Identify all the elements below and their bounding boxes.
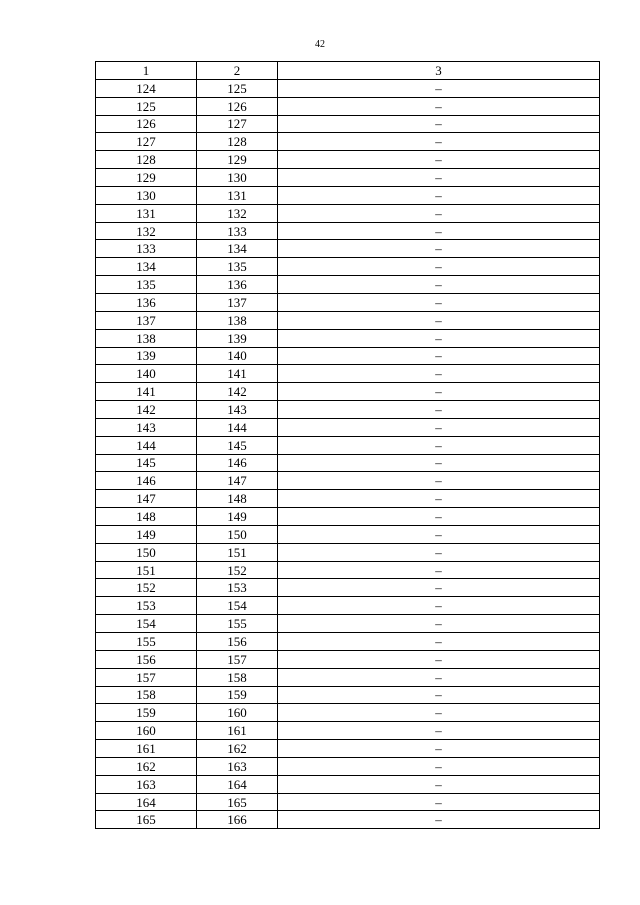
table-row xyxy=(96,561,600,579)
table-row xyxy=(96,401,600,419)
table-cell-col-1: 135 xyxy=(96,276,197,294)
table-header-row xyxy=(96,62,600,80)
table-row xyxy=(96,97,600,115)
table-cell-col-1: 134 xyxy=(96,258,197,276)
table-cell-col-2: 153 xyxy=(197,579,278,597)
table-cell-col-3: – xyxy=(278,775,600,793)
table-cell-col-2: 126 xyxy=(197,97,278,115)
table-cell-col-3: – xyxy=(278,133,600,151)
table-row xyxy=(96,365,600,383)
column-header-1: 1 xyxy=(96,62,197,80)
table-cell-col-1: 142 xyxy=(96,401,197,419)
table-cell-col-1: 163 xyxy=(96,775,197,793)
table-cell-col-3: – xyxy=(278,704,600,722)
table-cell-col-1: 151 xyxy=(96,561,197,579)
table-cell-col-1: 132 xyxy=(96,222,197,240)
table-cell-col-1: 137 xyxy=(96,311,197,329)
table-row xyxy=(96,757,600,775)
table-cell-col-3: – xyxy=(278,668,600,686)
table-cell-col-2: 151 xyxy=(197,543,278,561)
table-cell-col-1: 144 xyxy=(96,436,197,454)
table-cell-col-2: 128 xyxy=(197,133,278,151)
table-cell-col-1: 143 xyxy=(96,418,197,436)
table-cell-col-2: 132 xyxy=(197,204,278,222)
table-cell-col-2: 160 xyxy=(197,704,278,722)
table-cell-col-1: 146 xyxy=(96,472,197,490)
table-row xyxy=(96,722,600,740)
table-row xyxy=(96,525,600,543)
table-cell-col-1: 140 xyxy=(96,365,197,383)
table-cell-col-1: 164 xyxy=(96,793,197,811)
table-row xyxy=(96,472,600,490)
table-cell-col-1: 153 xyxy=(96,597,197,615)
table-cell-col-2: 125 xyxy=(197,79,278,97)
table-cell-col-3: – xyxy=(278,561,600,579)
table-cell-col-2: 159 xyxy=(197,686,278,704)
table-cell-col-2: 164 xyxy=(197,775,278,793)
table-cell-col-3: – xyxy=(278,757,600,775)
table-row xyxy=(96,704,600,722)
table-cell-col-2: 152 xyxy=(197,561,278,579)
table-cell-col-3: – xyxy=(278,151,600,169)
table-cell-col-3: – xyxy=(278,329,600,347)
table-cell-col-1: 145 xyxy=(96,454,197,472)
table-cell-col-1: 149 xyxy=(96,525,197,543)
table-row xyxy=(96,258,600,276)
table-cell-col-2: 131 xyxy=(197,186,278,204)
table-cell-col-2: 137 xyxy=(197,293,278,311)
table-cell-col-2: 144 xyxy=(197,418,278,436)
table-cell-col-3: – xyxy=(278,525,600,543)
table-cell-col-1: 139 xyxy=(96,347,197,365)
table-cell-col-2: 158 xyxy=(197,668,278,686)
table-row xyxy=(96,151,600,169)
table-cell-col-2: 162 xyxy=(197,740,278,758)
table-cell-col-2: 136 xyxy=(197,276,278,294)
table-cell-col-3: – xyxy=(278,454,600,472)
table-cell-col-3: – xyxy=(278,436,600,454)
table-cell-col-1: 156 xyxy=(96,650,197,668)
table-row xyxy=(96,276,600,294)
table-cell-col-1: 126 xyxy=(96,115,197,133)
table-cell-col-1: 124 xyxy=(96,79,197,97)
table-cell-col-3: – xyxy=(278,650,600,668)
table-cell-col-2: 130 xyxy=(197,169,278,187)
column-header-3: 3 xyxy=(278,62,600,80)
table-cell-col-2: 134 xyxy=(197,240,278,258)
table-cell-col-2: 141 xyxy=(197,365,278,383)
table-row xyxy=(96,204,600,222)
table-cell-col-2: 135 xyxy=(197,258,278,276)
table-cell-col-3: – xyxy=(278,276,600,294)
table-cell-col-2: 156 xyxy=(197,633,278,651)
table-cell-col-3: – xyxy=(278,169,600,187)
table-cell-col-3: – xyxy=(278,615,600,633)
table-cell-col-3: – xyxy=(278,722,600,740)
table-row xyxy=(96,293,600,311)
table-row xyxy=(96,329,600,347)
table-cell-col-3: – xyxy=(278,115,600,133)
table-cell-col-2: 142 xyxy=(197,383,278,401)
table-row xyxy=(96,597,600,615)
table-cell-col-3: – xyxy=(278,258,600,276)
table-row xyxy=(96,668,600,686)
table-row xyxy=(96,615,600,633)
table-cell-col-1: 152 xyxy=(96,579,197,597)
table-cell-col-2: 166 xyxy=(197,811,278,829)
table-cell-col-3: – xyxy=(278,186,600,204)
table-cell-col-1: 147 xyxy=(96,490,197,508)
table-cell-col-1: 154 xyxy=(96,615,197,633)
table-cell-col-2: 133 xyxy=(197,222,278,240)
table-cell-col-2: 147 xyxy=(197,472,278,490)
table-cell-col-2: 146 xyxy=(197,454,278,472)
table-row xyxy=(96,79,600,97)
table-cell-col-1: 159 xyxy=(96,704,197,722)
page-number: 42 xyxy=(315,39,325,50)
table-cell-col-3: – xyxy=(278,383,600,401)
table-row xyxy=(96,490,600,508)
table-cell-col-3: – xyxy=(278,633,600,651)
table-cell-col-3: – xyxy=(278,204,600,222)
table-cell-col-2: 139 xyxy=(197,329,278,347)
table-cell-col-3: – xyxy=(278,365,600,383)
table-cell-col-3: – xyxy=(278,793,600,811)
table-cell-col-1: 128 xyxy=(96,151,197,169)
table-row xyxy=(96,650,600,668)
table-cell-col-2: 150 xyxy=(197,525,278,543)
table-row xyxy=(96,633,600,651)
table-cell-col-2: 161 xyxy=(197,722,278,740)
table-cell-col-2: 148 xyxy=(197,490,278,508)
table-row xyxy=(96,686,600,704)
table-cell-col-2: 157 xyxy=(197,650,278,668)
table-cell-col-2: 143 xyxy=(197,401,278,419)
table-cell-col-1: 130 xyxy=(96,186,197,204)
table-cell-col-2: 145 xyxy=(197,436,278,454)
data-table xyxy=(95,61,600,829)
table-cell-col-3: – xyxy=(278,740,600,758)
table-row xyxy=(96,418,600,436)
table-row xyxy=(96,133,600,151)
table-row xyxy=(96,186,600,204)
table-cell-col-2: 138 xyxy=(197,311,278,329)
table-row xyxy=(96,740,600,758)
table-row xyxy=(96,222,600,240)
table-cell-col-3: – xyxy=(278,543,600,561)
table-cell-col-3: – xyxy=(278,347,600,365)
table-cell-col-1: 133 xyxy=(96,240,197,258)
table-row xyxy=(96,811,600,829)
table-row xyxy=(96,508,600,526)
table-cell-col-3: – xyxy=(278,311,600,329)
table-row xyxy=(96,169,600,187)
table-row xyxy=(96,115,600,133)
table-cell-col-2: 149 xyxy=(197,508,278,526)
table-cell-col-3: – xyxy=(278,401,600,419)
table-row xyxy=(96,454,600,472)
table-cell-col-1: 141 xyxy=(96,383,197,401)
table-cell-col-3: – xyxy=(278,240,600,258)
table-cell-col-2: 127 xyxy=(197,115,278,133)
table-row xyxy=(96,436,600,454)
table-row xyxy=(96,240,600,258)
table-cell-col-1: 150 xyxy=(96,543,197,561)
table-cell-col-3: – xyxy=(278,508,600,526)
table-row xyxy=(96,775,600,793)
table-row xyxy=(96,311,600,329)
table-cell-col-1: 161 xyxy=(96,740,197,758)
table-row xyxy=(96,383,600,401)
table-cell-col-3: – xyxy=(278,686,600,704)
table-row xyxy=(96,793,600,811)
table-cell-col-2: 154 xyxy=(197,597,278,615)
table-cell-col-3: – xyxy=(278,97,600,115)
table-cell-col-1: 127 xyxy=(96,133,197,151)
table-cell-col-3: – xyxy=(278,79,600,97)
table-cell-col-3: – xyxy=(278,418,600,436)
table-cell-col-1: 148 xyxy=(96,508,197,526)
table-cell-col-2: 165 xyxy=(197,793,278,811)
table-cell-col-1: 157 xyxy=(96,668,197,686)
table-cell-col-1: 131 xyxy=(96,204,197,222)
table-cell-col-2: 140 xyxy=(197,347,278,365)
table-cell-col-1: 165 xyxy=(96,811,197,829)
table-cell-col-1: 136 xyxy=(96,293,197,311)
table-cell-col-3: – xyxy=(278,472,600,490)
table-cell-col-3: – xyxy=(278,222,600,240)
table-row xyxy=(96,579,600,597)
table-cell-col-1: 125 xyxy=(96,97,197,115)
table-cell-col-1: 158 xyxy=(96,686,197,704)
column-header-2: 2 xyxy=(197,62,278,80)
table-cell-col-2: 163 xyxy=(197,757,278,775)
table-row xyxy=(96,543,600,561)
table-cell-col-1: 160 xyxy=(96,722,197,740)
table-cell-col-1: 162 xyxy=(96,757,197,775)
table-cell-col-2: 129 xyxy=(197,151,278,169)
table-cell-col-1: 129 xyxy=(96,169,197,187)
table-cell-col-3: – xyxy=(278,597,600,615)
table-cell-col-3: – xyxy=(278,490,600,508)
table-row xyxy=(96,347,600,365)
table-cell-col-3: – xyxy=(278,579,600,597)
table-cell-col-1: 155 xyxy=(96,633,197,651)
table-cell-col-1: 138 xyxy=(96,329,197,347)
table-cell-col-3: – xyxy=(278,293,600,311)
table-body xyxy=(96,79,600,828)
table-cell-col-3: – xyxy=(278,811,600,829)
table-cell-col-2: 155 xyxy=(197,615,278,633)
